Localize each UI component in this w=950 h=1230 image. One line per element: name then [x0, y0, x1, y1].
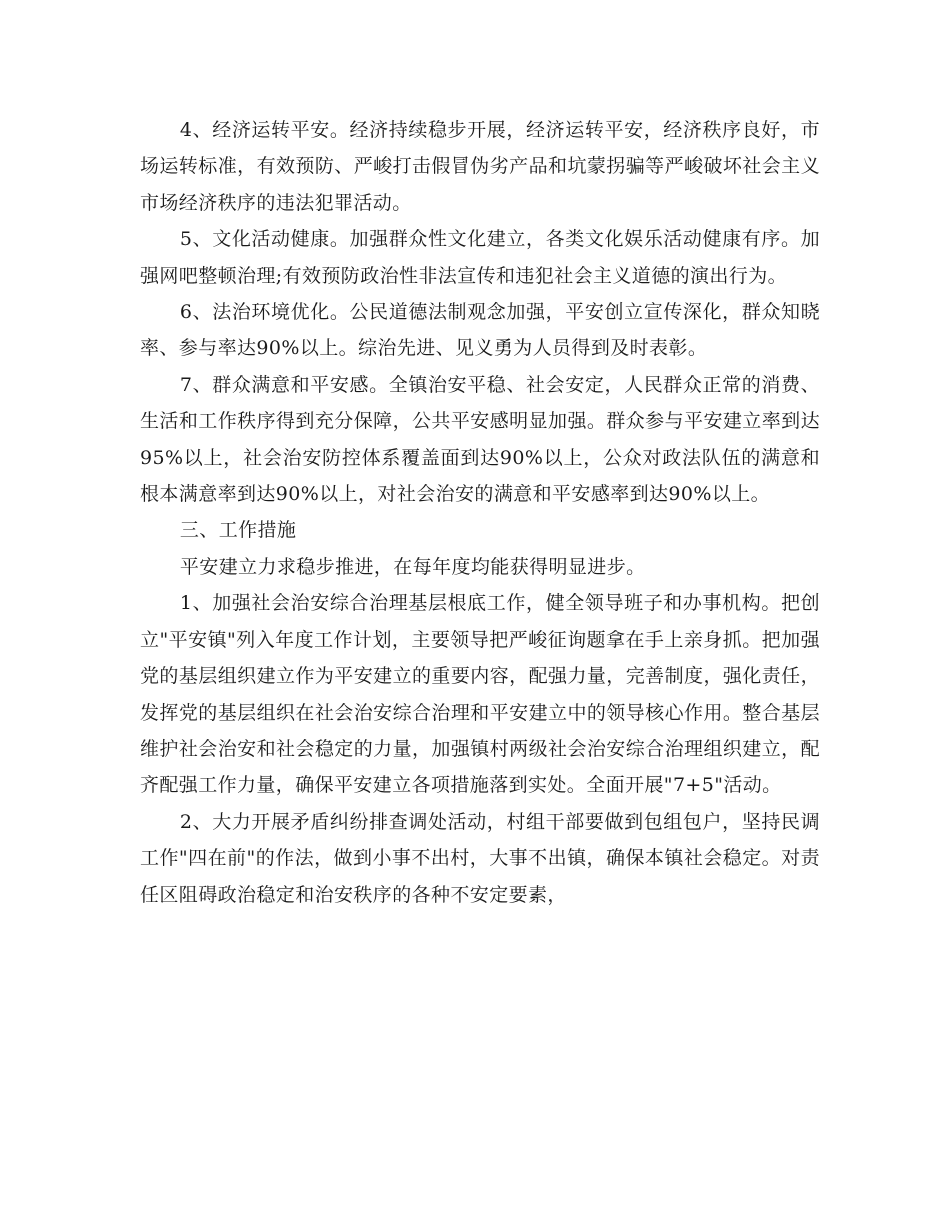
- paragraph-culture-activity: 5、文化活动健康。加强群众性文化建立，各类文化娱乐活动健康有序。加强网吧整顿治理;有效预防政治性非法宣传和违犯社会主义道德的演出行为。: [140, 228, 820, 287]
- document-body: [140, 112, 820, 913]
- paragraph-economy-safety: 4、经济运转平安。经济持续稳步开展，经济运转平安，经济秩序良好，市场运转标准，有效预防、严峻打击假冒伪劣产品和坑蒙拐骗等严峻破坏社会主义市场经济秩序的违法犯罪活动。: [140, 119, 820, 214]
- paragraph-measures-intro: 平安建立力求稳步推进，在每年度均能获得明显进步。: [179, 555, 646, 578]
- paragraph-rule-of-law: 6、法治环境优化。公民道德法制观念加强，平安创立宣传深化，群众知晓率、参与率达90%以上。综治先进、见义勇为人员得到及时表彰。: [140, 301, 820, 360]
- paragraph-public-satisfaction: 7、群众满意和平安感。全镇治安平稳、社会安定，人民群众正常的消费、生活和工作秩序得到充分保障，公共平安感明显加强。群众参与平安建立率到达95%以上，社会治安防控体系覆盖面到达90%以上，公众对政法队伍的满意和根本满意率到达90%以上，对社会治安的满意和平安感率到达90%以上。: [140, 373, 820, 506]
- paragraph-measure-1: 1、加强社会治安综合治理基层根底工作，健全领导班子和办事机构。把创立"平安镇"列入年度工作计划，主要领导把严峻征询题拿在手上亲身抓。把加强党的基层组织建立作为平安建立的重要内容，配强力量，完善制度，强化责任，发挥党的基层组织在社会治安综合治理和平安建立中的领导核心作用。整合基层维护社会治安和社会稳定的力量，加强镇村两级社会治安综合治理组织建立，配齐配强工作力量，确保平安建立各项措施落到实处。全面开展"7+5"活动。: [140, 592, 820, 797]
- paragraph-measure-2: 2、大力开展矛盾纠纷排查调处活动，村组干部要做到包组包户，坚持民调工作"四在前"的作法，做到小事不出村，大事不出镇，确保本镇社会稳定。对责任区阻碍政治稳定和治安秩序的各种不安定要素，: [140, 810, 820, 906]
- section-heading-work-measures: 三、工作措施: [179, 519, 297, 542]
